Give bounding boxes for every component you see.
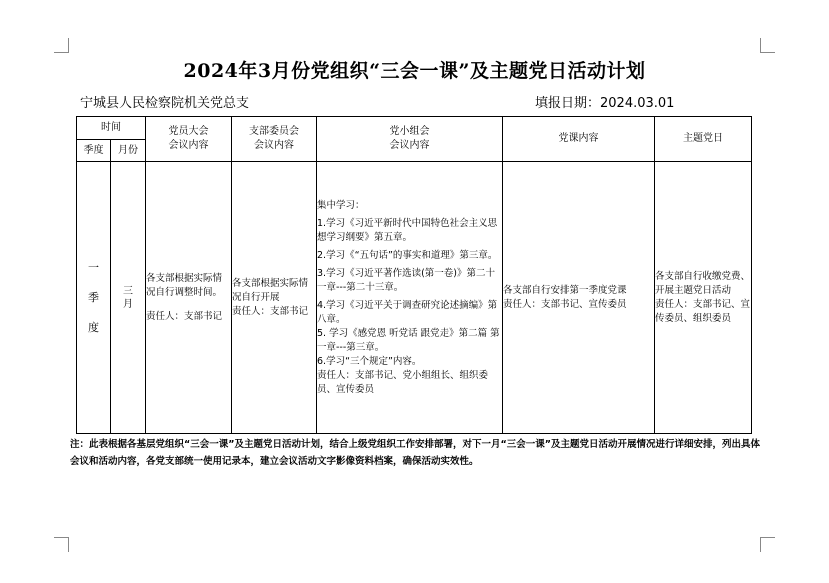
party-group-item-1: 1.学习《习近平新时代中国特色社会主义思想学习纲要》第五章。 bbox=[317, 217, 498, 243]
fill-date-label: 填报日期： bbox=[535, 96, 601, 111]
party-group-item-3: 3.学习《习近平著作选读(第一卷)》第二十一章---第二十三章。 bbox=[317, 267, 495, 293]
crop-mark-bottom-left bbox=[54, 537, 69, 552]
header-branch-committee bbox=[232, 117, 317, 162]
fill-date bbox=[535, 92, 674, 111]
party-lesson-text: 各支部自行安排第一季度党课 bbox=[503, 284, 627, 296]
header-season: 季度 bbox=[77, 140, 111, 162]
theme-day-owner: 责任人：支部书记、宣传委员、组织委员 bbox=[655, 298, 751, 324]
crop-mark-top-right bbox=[760, 38, 775, 53]
party-congress-text: 各支部根据实际情况自行调整时间。 bbox=[146, 272, 223, 298]
header-row-1 bbox=[77, 117, 752, 140]
month-char-1: 三 bbox=[123, 285, 133, 297]
header-party-congress-line1: 党员大会 bbox=[168, 126, 209, 137]
party-lesson-content bbox=[503, 162, 655, 434]
party-lesson-owner: 责任人：支部书记、宣传委员 bbox=[503, 298, 627, 310]
header-theme-day: 主题党日 bbox=[655, 117, 752, 162]
season-char-2: 季 bbox=[88, 290, 99, 304]
header-party-group-line1: 党小组会 bbox=[389, 126, 430, 137]
footnote: 注：此表根据各基层党组织“三会一课”及主题党日活动计划，结合上级党组织工作安排部署，对下一月“三会一课”及主题党日活动开展情况进行详细安排，列出具体会议和活动内容，各党支部统一使用记录本，建立会议活动文字影像资料档案，确保活动实效性。 bbox=[70, 439, 760, 467]
party-group-content bbox=[317, 162, 503, 434]
month-cell bbox=[111, 162, 146, 434]
plan-row-q1 bbox=[77, 162, 752, 434]
theme-day-text: 各支部自行收缴党费、开展主题党日活动 bbox=[655, 270, 751, 296]
header-party-congress-line2: 会议内容 bbox=[168, 140, 209, 151]
header-party-group-line2: 会议内容 bbox=[389, 140, 430, 151]
party-group-item-4: 4.学习《习近平关于调查研究论述摘编》第八章。 bbox=[317, 299, 498, 325]
crop-mark-bottom-right bbox=[760, 537, 775, 552]
branch-committee-owner: 责任人：支部书记 bbox=[232, 305, 309, 317]
party-group-item-5: 5. 学习《感党恩 听党话 跟党走》第二篇 第一章---第三章。 bbox=[317, 327, 500, 353]
party-group-item-6: 6.学习“三个规定”内容。 bbox=[317, 355, 422, 367]
theme-day-content bbox=[655, 162, 752, 434]
party-congress-content bbox=[146, 162, 232, 434]
header-party-congress bbox=[146, 117, 232, 162]
party-congress-owner: 责任人：支部书记 bbox=[146, 310, 223, 322]
fill-date-value: 2024.03.01 bbox=[600, 96, 675, 111]
header-branch-committee-line1: 支部委员会 bbox=[249, 126, 299, 137]
season-cell bbox=[77, 162, 111, 434]
header-party-lesson: 党课内容 bbox=[503, 117, 655, 162]
party-group-intro: 集中学习： bbox=[317, 199, 365, 211]
header-party-group bbox=[317, 117, 503, 162]
organization-name: 宁城县人民检察院机关党总支 bbox=[80, 96, 250, 111]
season-char-1: 一 bbox=[88, 260, 99, 274]
season-char-3: 度 bbox=[88, 320, 99, 334]
activity-plan-table bbox=[76, 116, 752, 434]
month-char-2: 月 bbox=[123, 298, 133, 310]
branch-committee-content bbox=[232, 162, 317, 434]
document-title: 2024年3月份党组织“三会一课”及主题党日活动计划 bbox=[183, 60, 646, 82]
header-branch-committee-line2: 会议内容 bbox=[254, 140, 294, 151]
party-group-item-2: 2.学习《“五句话”的事实和道理》第三章。 bbox=[317, 249, 498, 261]
crop-mark-top-left bbox=[54, 38, 69, 53]
header-time: 时间 bbox=[77, 117, 146, 140]
party-group-owner: 责任人：支部书记、党小组组长、组织委员、宣传委员 bbox=[317, 369, 489, 395]
header-month: 月份 bbox=[111, 140, 146, 162]
branch-committee-text: 各支部根据实际情况自行开展 bbox=[232, 277, 309, 303]
